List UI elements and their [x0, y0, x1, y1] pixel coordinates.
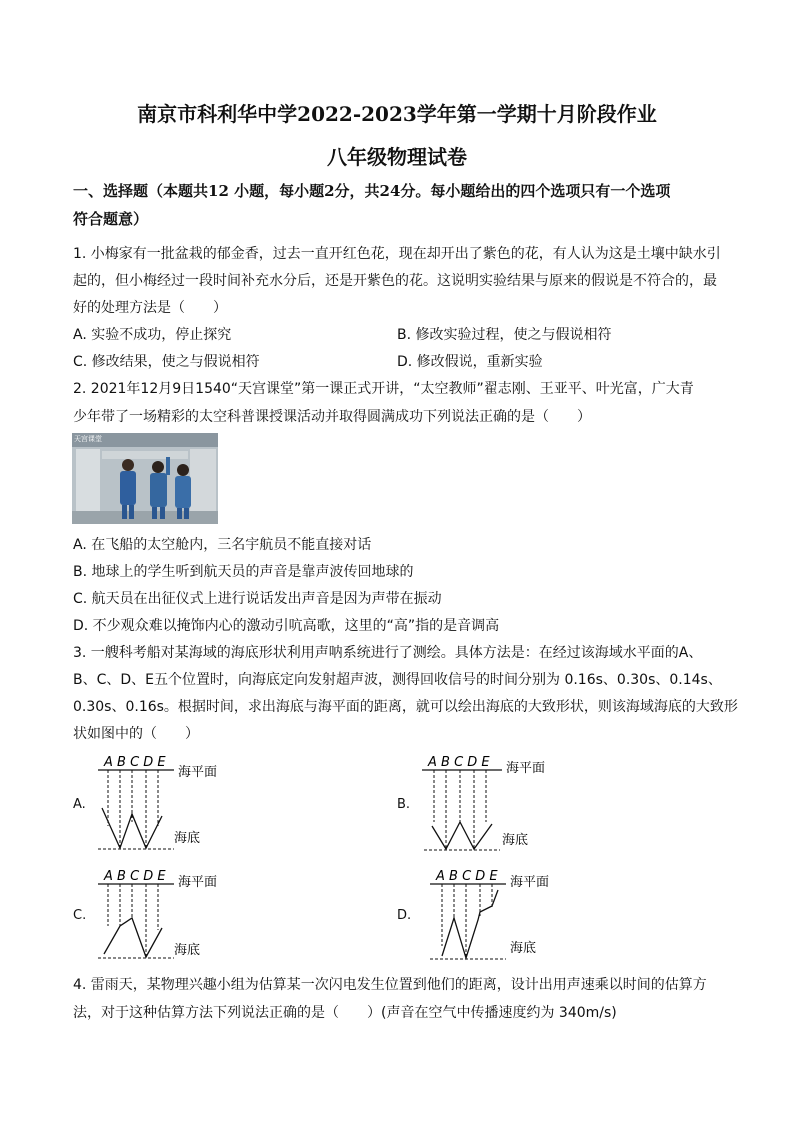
- diagram-c-points: A B C D E: [104, 869, 166, 884]
- q2-line1: 2. 2021年12月9日1540“天宫课堂”第一课正式开讲，“太空教师”翟志刚、王亚平、叶光富，广大青: [73, 381, 694, 397]
- q3-line4: 状如图中的（ ）: [73, 726, 199, 742]
- q3-line1: 3. 一艘科考船对某海域的海底形状利用声呐系统进行了测绘。具体方法是：在经过该海域水平面的A、: [73, 645, 703, 661]
- q4-line1: 4. 雷雨天，某物理兴趣小组为估算某一次闪电发生位置到他们的距离，设计出用声速乘以时间的估算方: [73, 977, 707, 993]
- diagram-d-points: A B C D E: [436, 869, 498, 884]
- q1-line1: 1. 小梅家有一批盆栽的郁金香，过去一直开红色花，现在却开出了紫色的花，有人认为这是土壤中缺水引: [73, 246, 721, 262]
- q2-option-b: B. 地球上的学生听到航天员的声音是靠声波传回地球的: [73, 564, 414, 580]
- diagram-b-sea-level: 海平面: [506, 761, 546, 776]
- diagram-c-sea-floor: 海底: [174, 943, 201, 958]
- q1-option-c: C. 修改结果，使之与假说相符: [73, 354, 260, 370]
- seafloor-diagram-d: [426, 866, 596, 966]
- q3-option-a-label: A.: [73, 797, 86, 812]
- q1-option-b: B. 修改实验过程，使之与假说相符: [397, 327, 612, 343]
- q1-line3: 好的处理方法是（ ）: [73, 300, 227, 316]
- q2-line2: 少年带了一场精彩的太空科普课授课活动并取得圆满成功下列说法正确的是（ ）: [73, 409, 591, 425]
- seafloor-diagram-c: [96, 866, 266, 966]
- diagram-a-sea-floor: 海底: [174, 831, 201, 846]
- diagram-d-sea-floor: 海底: [510, 941, 537, 956]
- exam-subtitle: 八年级物理试卷: [327, 145, 467, 169]
- diagram-a-points: A B C D E: [104, 755, 166, 770]
- q2-option-d: D. 不少观众难以掩饰内心的激动引吭高歌，这里的“高”指的是音调高: [73, 618, 500, 634]
- q4-line2: 法，对于这种估算方法下列说法正确的是（ ）(声音在空气中传播速度约为 340m/s): [73, 1005, 617, 1021]
- seafloor-diagram-a: [96, 752, 266, 856]
- q1-option-d: D. 修改假说，重新实验: [397, 354, 543, 370]
- q3-line2: B、C、D、E五个位置时，向海底定向发射超声波，测得回收信号的时间分别为 0.16s、0.30s、0.14s、: [73, 672, 722, 688]
- diagram-d-sea-level: 海平面: [510, 875, 550, 890]
- q1-option-a: A. 实验不成功，停止探究: [73, 327, 232, 343]
- diagram-b-points: A B C D E: [428, 755, 490, 770]
- q2-option-c: C. 航天员在出征仪式上进行说话发出声音是因为声带在振动: [73, 591, 442, 607]
- section-heading-line2: 符合题意）: [73, 210, 149, 228]
- diagram-a-sea-level: 海平面: [178, 765, 218, 780]
- diagram-c-sea-level: 海平面: [178, 875, 218, 890]
- q1-line2: 起的，但小梅经过一段时间补充水分后，还是开紫色的花。这说明实验结果与原来的假说是不符合的，最: [73, 273, 717, 289]
- q2-option-a: A. 在飞船的太空舱内，三名宇航员不能直接对话: [73, 537, 372, 553]
- seafloor-diagram-b: [420, 752, 590, 856]
- photo-caption: 天宫课堂: [74, 435, 102, 443]
- exam-title: 南京市科利华中学2022-2023学年第一学期十月阶段作业: [137, 102, 657, 126]
- q3-option-d-label: D.: [397, 908, 412, 923]
- section-heading-line1: 一、选择题（本题共12 小题，每小题2分，共24分。每小题给出的四个选项只有一个选项: [73, 182, 671, 200]
- q3-option-b-label: B.: [397, 797, 411, 812]
- q3-line3: 0.30s、0.16s。根据时间，求出海底与海平面的距离，就可以绘出海底的大致形状，则该海域海底的大致形: [73, 699, 738, 715]
- diagram-b-sea-floor: 海底: [502, 833, 529, 848]
- astronauts-photo: [72, 433, 218, 524]
- q3-option-c-label: C.: [73, 908, 87, 923]
